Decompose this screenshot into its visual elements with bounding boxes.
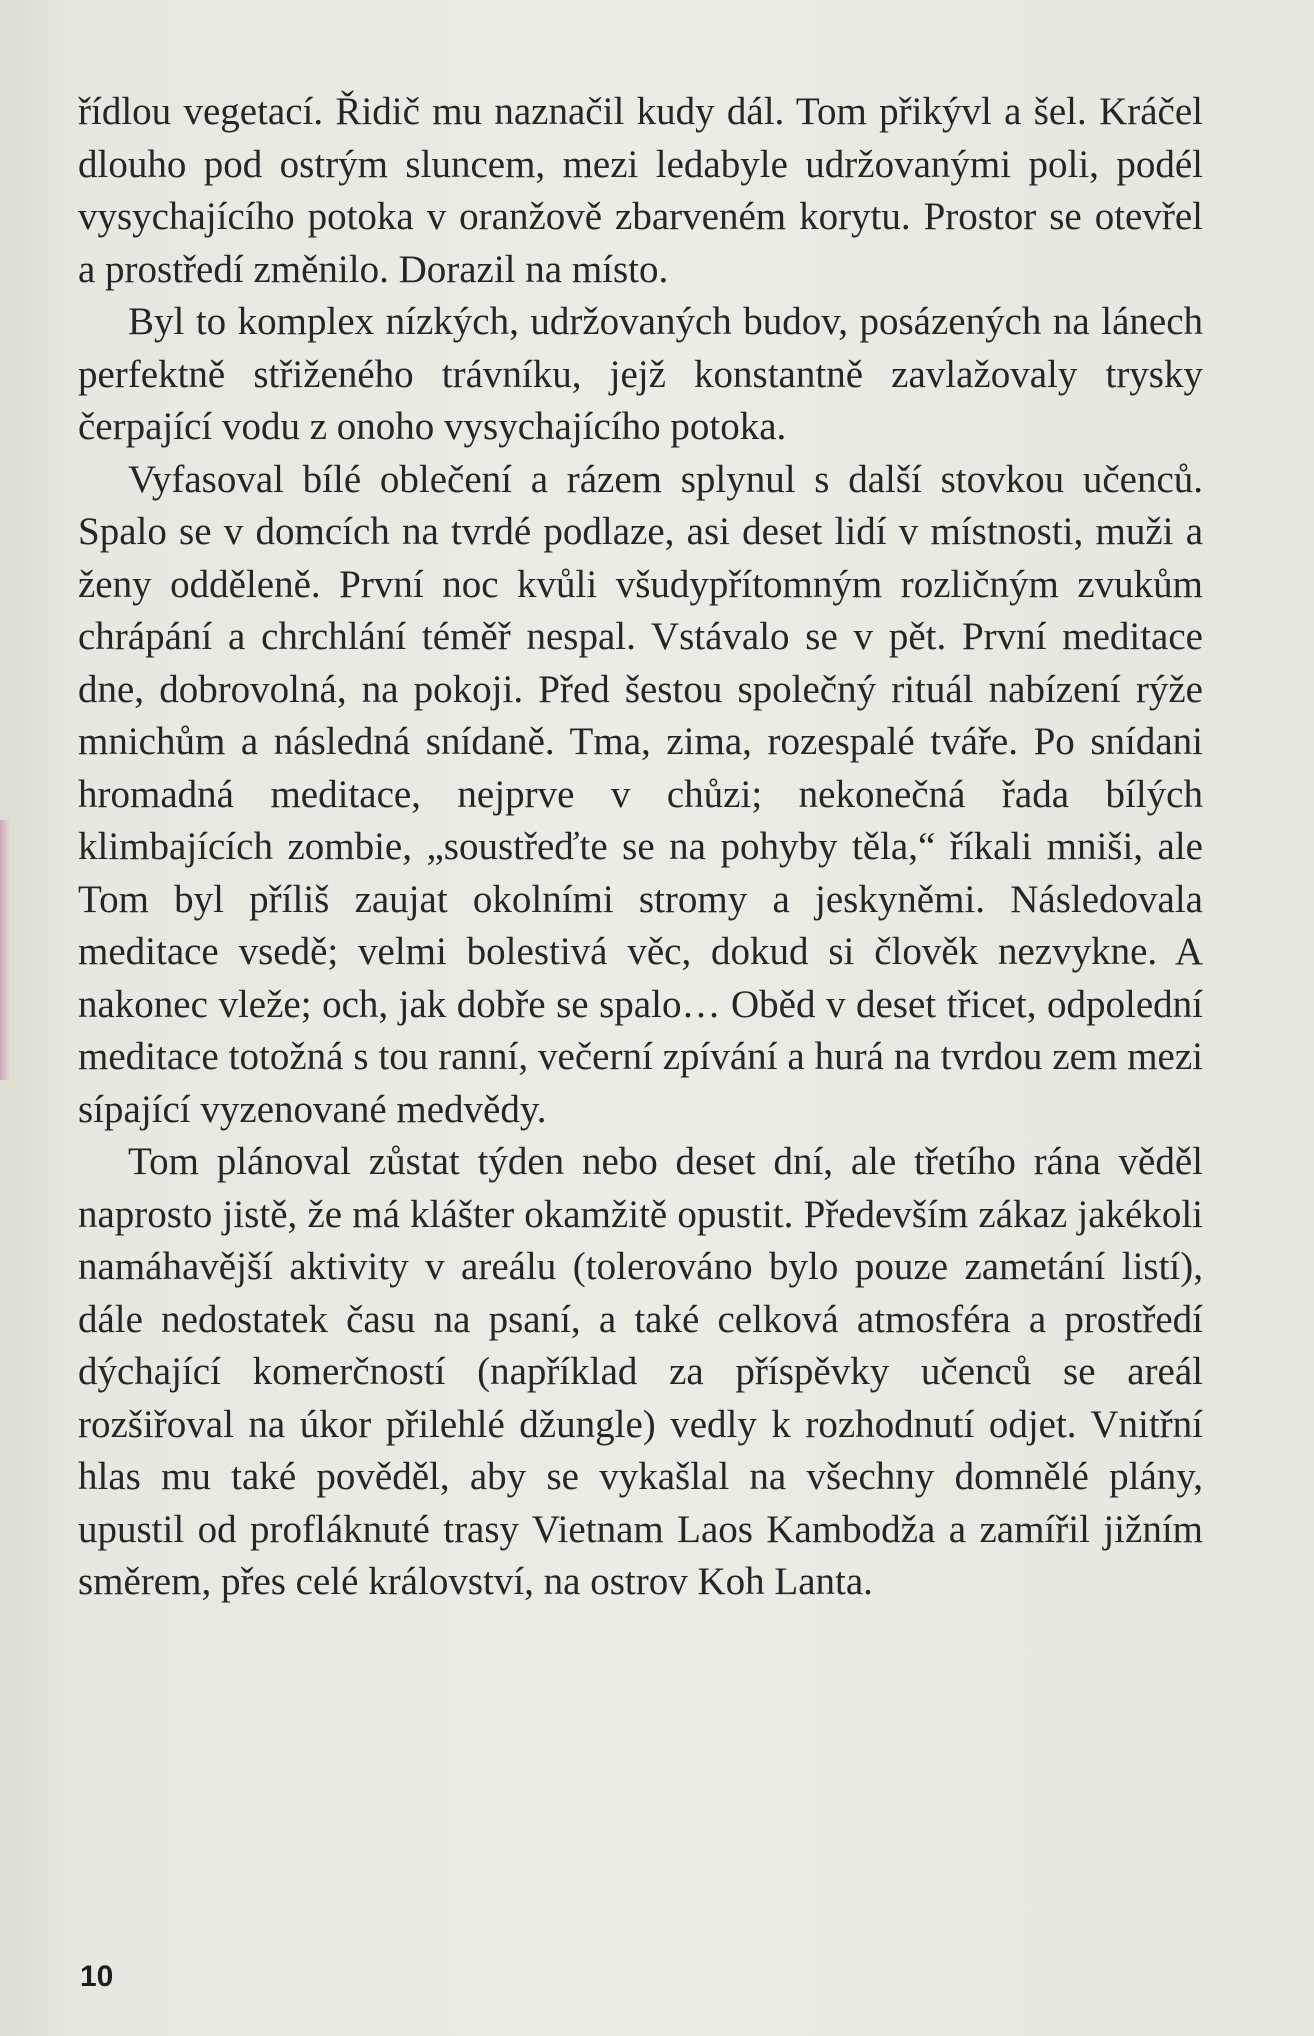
page-number: 10 xyxy=(80,1960,114,1993)
paragraph-1: řídlou vegetací. Řidič mu naznačil kudy dál. Tom přikývl a šel. Kráčel dlouho pod ostrým sluncem, mezi ledabyle udržovanými poli, podél vysychajícího potoka v oranžově zbarveném korytu. Prostor se otevřel a prostředí změnilo. Dorazil na místo. xyxy=(78,90,1203,291)
paragraph-3: Vyfasoval bílé oblečení a rázem splynul s další stovkou učenců. Spalo se v domcích na tvrdé podlaze, asi deset lidí v místnosti, muži a ženy odděleně. První noc kvůli všudypřítomným rozličným zvukům chrápání a chrchlání téměř nespal. Vstávalo se v pět. První meditace dne, dobrovolná, na pokoji. Před šestou společný rituál nabízení rýže mnichům a následná snídaně. Tma, zima, rozespalé tváře. Po snídani hromadná meditace, nejprve v chůzi; nekonečná řada bílých klimbajících zombie, „soustřeďte se na pohyby těla,“ říkali mniši, ale Tom byl příliš zaujat okolními stromy a jeskyněmi. Následovala meditace vsedě; velmi bolestivá věc, dokud si člověk nezvykne. A nakonec vleže; och, jak dobře se spalo… Oběd v deset třicet, odpolední meditace totožná s tou ranní, večerní zpívání a hurá na tvrdou zem mezi sípající vyzenované medvědy. xyxy=(78,457,1203,1131)
paragraph-2: Byl to komplex nízkých, udržovaných budov, posázených na lánech perfektně střiženého trávníku, jejž konstantně zavlažovaly trysky čerpající vodu z onoho vysychajícího potoka. xyxy=(78,300,1203,448)
body-text xyxy=(78,86,1203,1609)
paragraph-4: Tom plánoval zůstat týden nebo deset dní, ale třetího rána věděl naprosto jistě, že má klášter okamžitě opustit. Především zákaz jakékoli namáhavější aktivity v areálu (tolerováno bylo pouze zametání listí), dále nedostatek času na psaní, a také celková atmosféra a prostředí dýchající komerčností (například za příspěvky učenců se areál rozšiřoval na úkor přilehlé džungle) vedly k rozhodnutí odjet. Vnitřní hlas mu také pověděl, aby se vykašlal na všechny domnělé plány, upustil od profláknuté trasy Vietnam Laos Kambodža a zamířil jižním směrem, přes celé království, na ostrov Koh Lanta. xyxy=(78,1140,1203,1603)
page-edge-tint xyxy=(0,820,10,1080)
